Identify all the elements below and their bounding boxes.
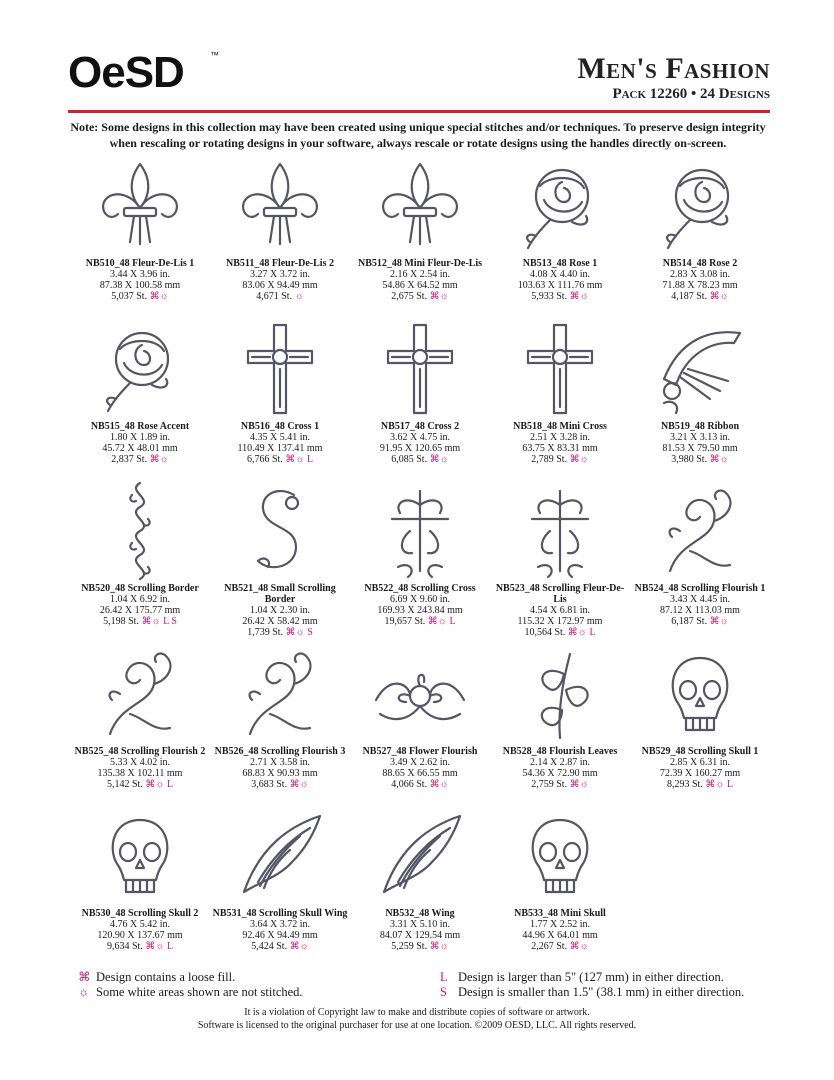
design-name: NB527_48 Flower Flourish <box>362 746 478 757</box>
legend-white-areas-text: Some white areas shown are not stitched. <box>96 985 303 999</box>
design-stitches: 5,142 St. <box>106 779 143 790</box>
design-stitches: 3,683 St. <box>251 779 288 790</box>
design-stitches: 6,085 St. <box>391 454 428 465</box>
design-name: NB514_48 Rose 2 <box>662 258 738 269</box>
design-cell <box>70 806 210 969</box>
design-caption <box>210 421 350 465</box>
design-cell <box>350 481 490 644</box>
design-name: NB525_48 Scrolling Flourish 2 <box>74 746 206 757</box>
design-name: NB533_48 Mini Skull <box>514 908 606 919</box>
design-stitch-line <box>70 454 210 465</box>
design-size-inches: 2.71 X 3.58 in. <box>250 757 310 768</box>
wing-icon <box>230 806 330 906</box>
design-caption <box>490 258 630 302</box>
design-size-mm: 115.32 X 172.97 mm <box>517 616 603 627</box>
design-name: NB524_48 Scrolling Flourish 1 <box>634 583 766 594</box>
flourish-icon <box>90 644 190 744</box>
design-name: NB523_48 Scrolling Fleur-De-Lis <box>495 583 625 605</box>
large-symbol: L <box>440 970 448 984</box>
fleur-de-lis-icon <box>90 156 190 256</box>
design-cell <box>350 644 490 807</box>
design-name: NB531_48 Scrolling Skull Wing <box>212 908 348 919</box>
design-size-mm: 169.93 X 243.84 mm <box>377 605 463 616</box>
design-cell <box>490 156 630 319</box>
design-size-inches: 4.76 X 5.42 in. <box>110 919 170 930</box>
design-size-inches: 4.08 X 4.40 in. <box>530 269 590 280</box>
design-caption <box>350 258 490 302</box>
design-cell <box>350 806 490 969</box>
design-stitch-line <box>350 941 490 952</box>
design-stitches: 5,424 St. <box>251 941 288 952</box>
design-size-inches: 3.31 X 5.10 in. <box>390 919 450 930</box>
design-caption <box>210 746 350 790</box>
design-caption <box>350 421 490 465</box>
design-flags: ⌘☼ L <box>285 454 314 465</box>
leaves-icon <box>510 644 610 744</box>
design-stitch-line <box>490 454 630 465</box>
cross-icon <box>370 319 470 419</box>
design-cell <box>630 481 770 644</box>
design-stitches: 5,259 St. <box>391 941 428 952</box>
design-name: NB512_48 Mini Fleur-De-Lis <box>357 258 483 269</box>
design-cell <box>490 319 630 482</box>
design-size-inches: 1.04 X 6.92 in. <box>110 594 170 605</box>
design-flags: ⌘☼ <box>709 454 729 465</box>
design-size-mm: 88.65 X 66.55 mm <box>382 768 458 779</box>
rose-icon <box>510 156 610 256</box>
design-flags: ⌘☼ <box>569 454 589 465</box>
design-caption <box>630 421 770 465</box>
design-cell <box>630 644 770 807</box>
design-caption <box>350 908 490 952</box>
design-stitch-line <box>490 627 630 638</box>
design-stitches: 6,766 St. <box>246 454 283 465</box>
design-size-mm: 91.95 X 120.65 mm <box>379 443 461 454</box>
design-stitch-line <box>210 627 350 638</box>
design-caption <box>630 583 770 627</box>
design-size-inches: 5.33 X 4.02 in. <box>110 757 170 768</box>
design-stitches: 5,933 St. <box>531 291 568 302</box>
design-stitches: 9,634 St. <box>106 941 143 952</box>
design-stitch-line <box>350 291 490 302</box>
design-caption <box>490 583 630 638</box>
design-stitch-line <box>210 779 350 790</box>
flower-flourish-icon <box>370 644 470 744</box>
border-icon <box>90 481 190 581</box>
design-size-mm: 110.49 X 137.41 mm <box>237 443 323 454</box>
skull-icon <box>90 806 190 906</box>
design-caption <box>210 908 350 952</box>
design-size-inches: 2.16 X 2.54 in. <box>390 269 450 280</box>
design-name: NB517_48 Cross 2 <box>380 421 460 432</box>
design-stitches: 3,980 St. <box>671 454 708 465</box>
cross-icon <box>510 319 610 419</box>
copyright-footer <box>0 1006 834 1032</box>
logo-trademark: ™ <box>210 50 219 60</box>
fleur-de-lis-icon <box>370 156 470 256</box>
design-cell <box>490 481 630 644</box>
design-size-mm: 63.75 X 83.31 mm <box>522 443 598 454</box>
design-name: NB511_48 Fleur-De-Lis 2 <box>226 258 334 269</box>
design-flags: ⌘☼ <box>429 454 449 465</box>
design-stitches: 5,037 St. <box>111 291 148 302</box>
small-symbol: S <box>440 985 447 999</box>
legend-loose-fill-text: Design contains a loose fill. <box>96 970 236 984</box>
design-cell <box>210 481 350 644</box>
design-size-mm: 68.83 X 90.93 mm <box>242 768 318 779</box>
design-flags: ⌘☼ <box>569 291 589 302</box>
logo-text: OeSD <box>68 48 184 97</box>
design-stitch-line <box>210 454 350 465</box>
design-flags: ⌘☼ <box>709 616 729 627</box>
legend-large <box>440 970 744 985</box>
design-size-mm: 103.63 X 111.76 mm <box>517 280 603 291</box>
design-cell <box>70 319 210 482</box>
design-size-inches: 3.64 X 3.72 in. <box>250 919 310 930</box>
design-flags: ☼ <box>294 291 304 302</box>
legend-right <box>440 970 744 1000</box>
design-name: NB513_48 Rose 1 <box>522 258 598 269</box>
flourish-icon <box>650 481 750 581</box>
design-caption <box>70 258 210 302</box>
design-name: NB526_48 Scrolling Flourish 3 <box>214 746 346 757</box>
design-flags: ⌘☼ <box>289 779 309 790</box>
design-size-mm: 71.88 X 78.23 mm <box>662 280 738 291</box>
design-size-mm: 26.42 X 58.42 mm <box>242 616 318 627</box>
design-stitch-line <box>490 941 630 952</box>
design-caption <box>70 908 210 952</box>
design-flags: ⌘☼ <box>569 779 589 790</box>
design-cell <box>70 481 210 644</box>
design-size-mm: 87.12 X 113.03 mm <box>660 605 740 616</box>
design-cell <box>350 319 490 482</box>
scroll-s-icon <box>230 481 330 581</box>
design-caption <box>630 746 770 790</box>
design-size-mm: 54.86 X 64.52 mm <box>382 280 458 291</box>
design-cell <box>210 319 350 482</box>
design-size-inches: 1.80 X 1.89 in. <box>110 432 170 443</box>
design-stitch-line <box>210 941 350 952</box>
design-size-inches: 4.54 X 6.81 in. <box>530 605 590 616</box>
design-size-mm: 45.72 X 48.01 mm <box>102 443 178 454</box>
design-name: NB521_48 Small Scrolling Border <box>224 583 336 605</box>
design-size-inches: 3.49 X 2.62 in. <box>390 757 450 768</box>
design-size-mm: 54.36 X 72.90 mm <box>522 768 598 779</box>
design-name: NB528_48 Flourish Leaves <box>502 746 618 757</box>
design-size-mm: 72.39 X 160.27 mm <box>659 768 741 779</box>
design-caption <box>70 583 210 627</box>
design-stitches: 2,789 St. <box>531 454 568 465</box>
design-stitches: 2,837 St. <box>111 454 148 465</box>
design-caption <box>210 583 350 638</box>
design-stitch-line <box>630 616 770 627</box>
design-name: NB530_48 Scrolling Skull 2 <box>81 908 199 919</box>
design-flags: ⌘☼ <box>569 941 589 952</box>
design-caption <box>70 746 210 790</box>
legend-left <box>78 970 303 1000</box>
loose-fill-icon: ⌘ <box>78 970 91 984</box>
design-flags: ⌘☼ L <box>567 627 596 638</box>
design-stitches: 8,293 St. <box>666 779 703 790</box>
design-stitch-line <box>70 941 210 952</box>
white-area-icon: ☼ <box>78 985 90 999</box>
design-stitches: 19,657 St. <box>384 616 426 627</box>
skull-icon <box>650 644 750 744</box>
design-size-inches: 2.83 X 3.08 in. <box>670 269 730 280</box>
design-size-inches: 3.27 X 3.72 in. <box>250 269 310 280</box>
design-caption <box>490 421 630 465</box>
design-stitches: 2,675 St. <box>391 291 428 302</box>
legend-small-text: Design is smaller than 1.5" (38.1 mm) in either direction. <box>458 985 745 999</box>
design-cell <box>350 156 490 319</box>
design-caption <box>70 421 210 465</box>
design-flags: ⌘☼ <box>149 454 169 465</box>
legend-small <box>440 985 744 1000</box>
design-name: NB532_48 Wing <box>385 908 455 919</box>
design-flags: ⌘☼ <box>429 779 449 790</box>
design-stitch-line <box>350 454 490 465</box>
design-cell <box>630 156 770 319</box>
design-stitch-line <box>630 291 770 302</box>
design-stitch-line <box>350 779 490 790</box>
scroll-cross-icon <box>510 481 610 581</box>
design-size-mm: 84.07 X 129.54 mm <box>379 930 461 941</box>
design-flags: ⌘☼ <box>149 291 169 302</box>
skull-icon <box>510 806 610 906</box>
flourish-icon <box>230 644 330 744</box>
design-cell <box>70 156 210 319</box>
design-caption <box>630 258 770 302</box>
design-caption <box>490 908 630 952</box>
design-size-inches: 4.35 X 5.41 in. <box>250 432 310 443</box>
design-size-mm: 26.42 X 175.77 mm <box>99 605 181 616</box>
design-size-mm: 83.06 X 94.49 mm <box>242 280 318 291</box>
design-name: NB516_48 Cross 1 <box>240 421 320 432</box>
design-cell <box>210 806 350 969</box>
design-stitches: 10,564 St. <box>524 627 566 638</box>
pack-subtitle: Pack 12260 • 24 Designs <box>612 86 770 102</box>
design-stitches: 5,198 St. <box>103 616 139 627</box>
design-size-inches: 2.14 X 2.87 in. <box>530 757 590 768</box>
design-name: NB522_48 Scrolling Cross <box>364 583 476 594</box>
design-size-mm: 120.90 X 137.67 mm <box>97 930 183 941</box>
design-stitch-line <box>70 779 210 790</box>
design-stitch-line <box>490 779 630 790</box>
design-size-inches: 2.51 X 3.28 in. <box>530 432 590 443</box>
design-size-inches: 3.43 X 4.45 in. <box>670 594 730 605</box>
design-name: NB510_48 Fleur-De-Lis 1 <box>85 258 195 269</box>
design-flags: ⌘☼ L S <box>141 616 177 627</box>
design-flags: ⌘☼ <box>429 291 449 302</box>
design-flags: ⌘☼ L <box>427 616 456 627</box>
design-cell <box>70 644 210 807</box>
design-flags: ⌘☼ <box>289 941 309 952</box>
footer-line-2: Software is licensed to the original purchaser for use at one location. ©2009 OESD, LLC. All rights reserved. <box>197 1020 637 1031</box>
cross-icon <box>230 319 330 419</box>
design-stitches: 4,066 St. <box>391 779 428 790</box>
design-size-mm: 81.53 X 79.50 mm <box>662 443 738 454</box>
footer-line-1: It is a violation of Copyright law to make and distribute copies of software or artwork. <box>244 1007 590 1018</box>
scroll-cross-icon <box>370 481 470 581</box>
design-name: NB519_48 Ribbon <box>660 421 740 432</box>
design-size-mm: 135.38 X 102.11 mm <box>97 768 183 779</box>
design-cell <box>210 644 350 807</box>
design-name: NB520_48 Scrolling Border <box>81 583 199 594</box>
design-stitch-line <box>350 616 490 627</box>
design-cell <box>490 806 630 969</box>
design-stitch-line <box>630 454 770 465</box>
page-title: Men's Fashion <box>577 52 770 85</box>
wing-icon <box>370 806 470 906</box>
design-name: NB529_48 Scrolling Skull 1 <box>641 746 759 757</box>
ribbon-icon <box>650 319 750 419</box>
legend-large-text: Design is larger than 5" (127 mm) in either direction. <box>458 970 724 984</box>
header-divider <box>68 110 770 113</box>
design-cell <box>210 156 350 319</box>
design-stitches: 2,267 St. <box>531 941 568 952</box>
design-size-inches: 1.77 X 2.52 in. <box>530 919 590 930</box>
design-size-mm: 87.38 X 100.58 mm <box>99 280 181 291</box>
design-stitches: 4,187 St. <box>671 291 708 302</box>
legend-white-areas <box>78 985 303 1000</box>
design-size-mm: 92.46 X 94.49 mm <box>242 930 318 941</box>
design-caption <box>350 746 490 790</box>
design-size-inches: 1.04 X 2.30 in. <box>250 605 310 616</box>
design-stitch-line <box>210 291 350 302</box>
design-flags: ⌘☼ <box>429 941 449 952</box>
design-flags: ⌘☼ S <box>285 627 313 638</box>
design-cell <box>630 319 770 482</box>
design-stitch-line <box>70 616 210 627</box>
fleur-de-lis-icon <box>230 156 330 256</box>
design-caption <box>210 258 350 302</box>
design-stitch-line <box>70 291 210 302</box>
design-caption <box>350 583 490 627</box>
legend-loose-fill <box>78 970 303 985</box>
design-flags: ⌘☼ L <box>145 779 174 790</box>
design-stitches: 6,187 St. <box>671 616 708 627</box>
design-name: NB518_48 Mini Cross <box>513 421 607 432</box>
design-caption <box>490 746 630 790</box>
design-stitch-line <box>490 291 630 302</box>
rose-icon <box>90 319 190 419</box>
oesd-logo <box>68 44 228 100</box>
design-flags: ⌘☼ L <box>145 941 174 952</box>
design-note: Note: Some designs in this collection may have been created using unique special stitches and/or techniques. To preserve design integrity when rescaling or rotating designs in your software, always rescale or rotate designs using the handles directly on-screen. <box>70 120 766 150</box>
design-stitches: 2,759 St. <box>531 779 568 790</box>
design-flags: ⌘☼ L <box>705 779 734 790</box>
design-cell <box>490 644 630 807</box>
design-size-inches: 3.62 X 4.75 in. <box>390 432 450 443</box>
design-size-inches: 3.44 X 3.96 in. <box>110 269 170 280</box>
design-stitches: 4,671 St. <box>256 291 293 302</box>
design-name: NB515_48 Rose Accent <box>90 421 190 432</box>
design-flags: ⌘☼ <box>709 291 729 302</box>
design-stitches: 1,739 St. <box>247 627 284 638</box>
design-size-inches: 2.85 X 6.31 in. <box>670 757 730 768</box>
rose-icon <box>650 156 750 256</box>
design-size-mm: 44.96 X 64.01 mm <box>522 930 598 941</box>
design-size-inches: 3.21 X 3.13 in. <box>670 432 730 443</box>
design-stitch-line <box>630 779 770 790</box>
design-size-inches: 6.69 X 9.60 in. <box>390 594 450 605</box>
